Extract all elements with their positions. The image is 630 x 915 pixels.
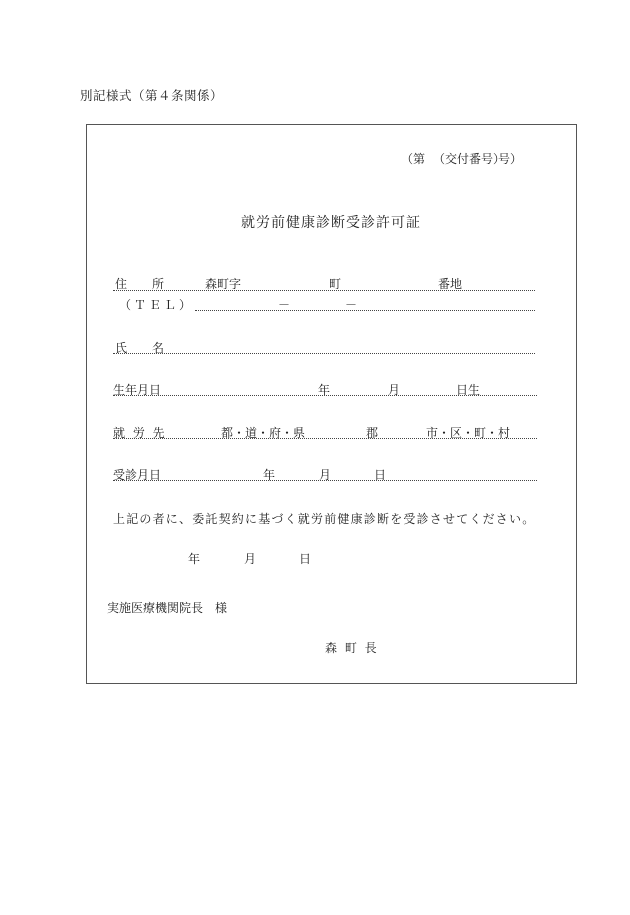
number-open: （第 — [401, 152, 426, 166]
issue-year: 年 — [188, 552, 201, 566]
birth-month: 月 — [388, 383, 401, 397]
address-cho: 町 — [329, 277, 342, 291]
birth-year: 年 — [318, 383, 331, 397]
tel-dash-1: － — [278, 298, 291, 312]
tel-label: （ＴＥＬ） — [119, 298, 195, 312]
address-banchi: 番地 — [438, 277, 463, 291]
employer-pref: 都・道・府・県 — [221, 426, 306, 440]
employer-gun: 郡 — [366, 426, 379, 440]
address-town: 森町字 — [205, 277, 242, 291]
number-label: （交付番号） — [433, 152, 506, 166]
name-label-1: 氏 — [115, 341, 128, 355]
exam-day: 日 — [374, 468, 387, 482]
issue-month: 月 — [244, 552, 257, 566]
employer-city: 市・区・町・村 — [426, 426, 511, 440]
tel-line — [195, 310, 535, 311]
issue-day: 日 — [299, 552, 312, 566]
birth-day: 日生 — [456, 383, 481, 397]
name-line — [113, 353, 535, 354]
addressee: 実施医療機関院長 様 — [107, 601, 228, 615]
address-label-2: 所 — [152, 277, 165, 291]
form-title: 就労前健康診断受診許可証 — [241, 215, 421, 231]
address-label-1: 住 — [115, 277, 128, 291]
exam-label: 受診月日 — [113, 468, 162, 482]
name-label-2: 名 — [152, 341, 165, 355]
employer-line — [113, 438, 537, 439]
form-caption: 別記様式（第４条関係） — [80, 88, 224, 103]
exam-year: 年 — [263, 468, 276, 482]
statement: 上記の者に、委託契約に基づく就労前健康診断を受診させてください。 — [113, 512, 536, 526]
birth-line — [113, 395, 537, 396]
employer-label: 就 労 先 — [113, 426, 167, 440]
birth-label: 生年月日 — [113, 383, 162, 397]
exam-month: 月 — [319, 468, 332, 482]
address-line — [113, 290, 535, 291]
issuer: 森 町 長 — [325, 641, 379, 655]
number-close: 号） — [498, 152, 523, 166]
tel-dash-2: － — [345, 298, 358, 312]
exam-line — [113, 480, 537, 481]
